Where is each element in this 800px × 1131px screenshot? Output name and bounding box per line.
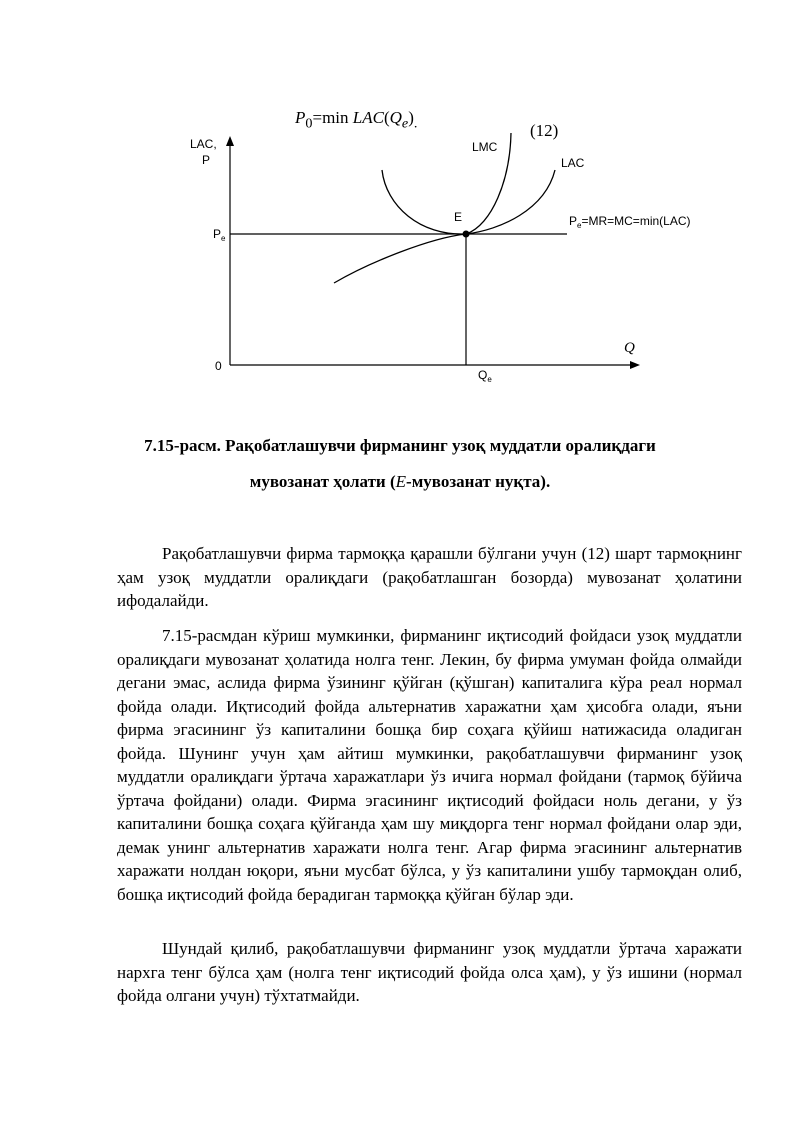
equation-number: (12) <box>530 121 559 140</box>
figure-caption-line-1: 7.15-расм. Рақобатлашувчи фирманинг узоқ муддатли оралиқдаги <box>144 436 656 455</box>
paragraph-3: Шундай қилиб, рақобатлашувчи фирманинг узоқ муддатли ўртача харажати нархга тенг бўлса ҳам (нолга тенг иқтисодий фойда олса ҳам), у ўз ишини (нормал фойда олгани учун) тўхтатмайди. <box>117 939 742 1005</box>
formula-min: min <box>322 108 349 127</box>
price-label-sub: e <box>221 234 226 243</box>
origin-label: 0 <box>215 359 222 373</box>
formula-q-subscript: e <box>401 115 409 132</box>
formula-lac: LAC <box>352 108 384 127</box>
x-axis-arrow <box>630 361 640 369</box>
condition-rest: =MR=MC=min(LAC) <box>581 214 691 228</box>
lac-curve <box>334 170 555 283</box>
condition-p-sub: e <box>577 221 582 230</box>
quantity-label-main: Q <box>478 368 488 382</box>
figure-caption-line-2 <box>0 472 800 492</box>
formula-lhs: P <box>295 108 306 127</box>
formula-lhs-subscript: 0 <box>305 115 313 132</box>
caption-symbol-e: E <box>395 472 407 491</box>
formula-q: Q <box>389 108 402 127</box>
price-label-main: P <box>213 227 222 241</box>
formula-open-paren: ( <box>383 108 390 127</box>
caption-line2-after: -мувозанат нуқта). <box>406 472 551 491</box>
lac-label: LAC <box>561 156 585 170</box>
condition-p: P <box>569 214 578 228</box>
formula-equals: = <box>312 108 323 127</box>
quantity-label <box>478 368 492 384</box>
lmc-label: LMC <box>472 140 498 154</box>
paragraph-1: Рақобатлашувчи фирма тармоққа қарашли бўлгани учун (12) шарт тармоқнинг ҳам узоқ муддатли оралиқдаги (рақобатлашган бозорда) мувозанат ҳолатини ифодалайди. <box>117 544 742 610</box>
x-axis-label-q: Q <box>624 340 635 356</box>
y-axis-label-lac: LAC, <box>190 137 217 151</box>
paragraph-2: 7.15-расмдан кўриш мумкинки, фирманинг иқтисодий фойдаси узоқ муддатли оралиқдаги мувозанат ҳолатида нолга тенг. Лекин, бу фирма умуман фойда олмайди дегани эмас, аслида фирма ўзининг қўйган (қўшган) капиталига кўра реал нормал фойда олади. Иқтисодий фойда альтернатив харажатни ҳам ҳисобга олади, яъни фирма эгасининг ўз капиталини бошқа бир соҳага қўйиш натижасида оладиган фойда. Шунинг учун ҳам айтиш мумкинки, рақобатлашувчи фирманинг узоқ муддатли оралиқдаги ўртача харажатлари ўз ичига нормал фойдани (тармоқ бўйича ўртача фойдани) олади. Фирма эгасининг иқтисодий фойдаси ноль дегани, у ўз капиталини бошқа соҳага қўйганда ҳам шу миқдорга тенг нормал фойдани олар эди, демак унинг альтернатив харажати нолга тенг. Агар фирма эгасининг альтернатив харажати нолдан юқори, яъни мусбат бўлса, у ўз капиталини ушбу тармоқдан олиб, бошқа иқтисодий фойда берадиган тармоққа қўйган бўлар эди. <box>117 626 742 904</box>
y-axis-arrow <box>226 136 234 146</box>
equilibrium-condition-label <box>569 214 691 230</box>
caption-line2-before: мувозанат ҳолати ( <box>249 472 396 491</box>
formula-close-paren: ) <box>408 108 414 127</box>
formula-tail: . <box>413 115 418 132</box>
y-axis-label-p: P <box>202 153 211 167</box>
quantity-label-sub: e <box>487 375 492 384</box>
price-label <box>213 227 226 243</box>
equilibrium-diagram <box>0 0 800 400</box>
equilibrium-point <box>463 231 470 238</box>
point-label-e: E <box>454 210 463 224</box>
